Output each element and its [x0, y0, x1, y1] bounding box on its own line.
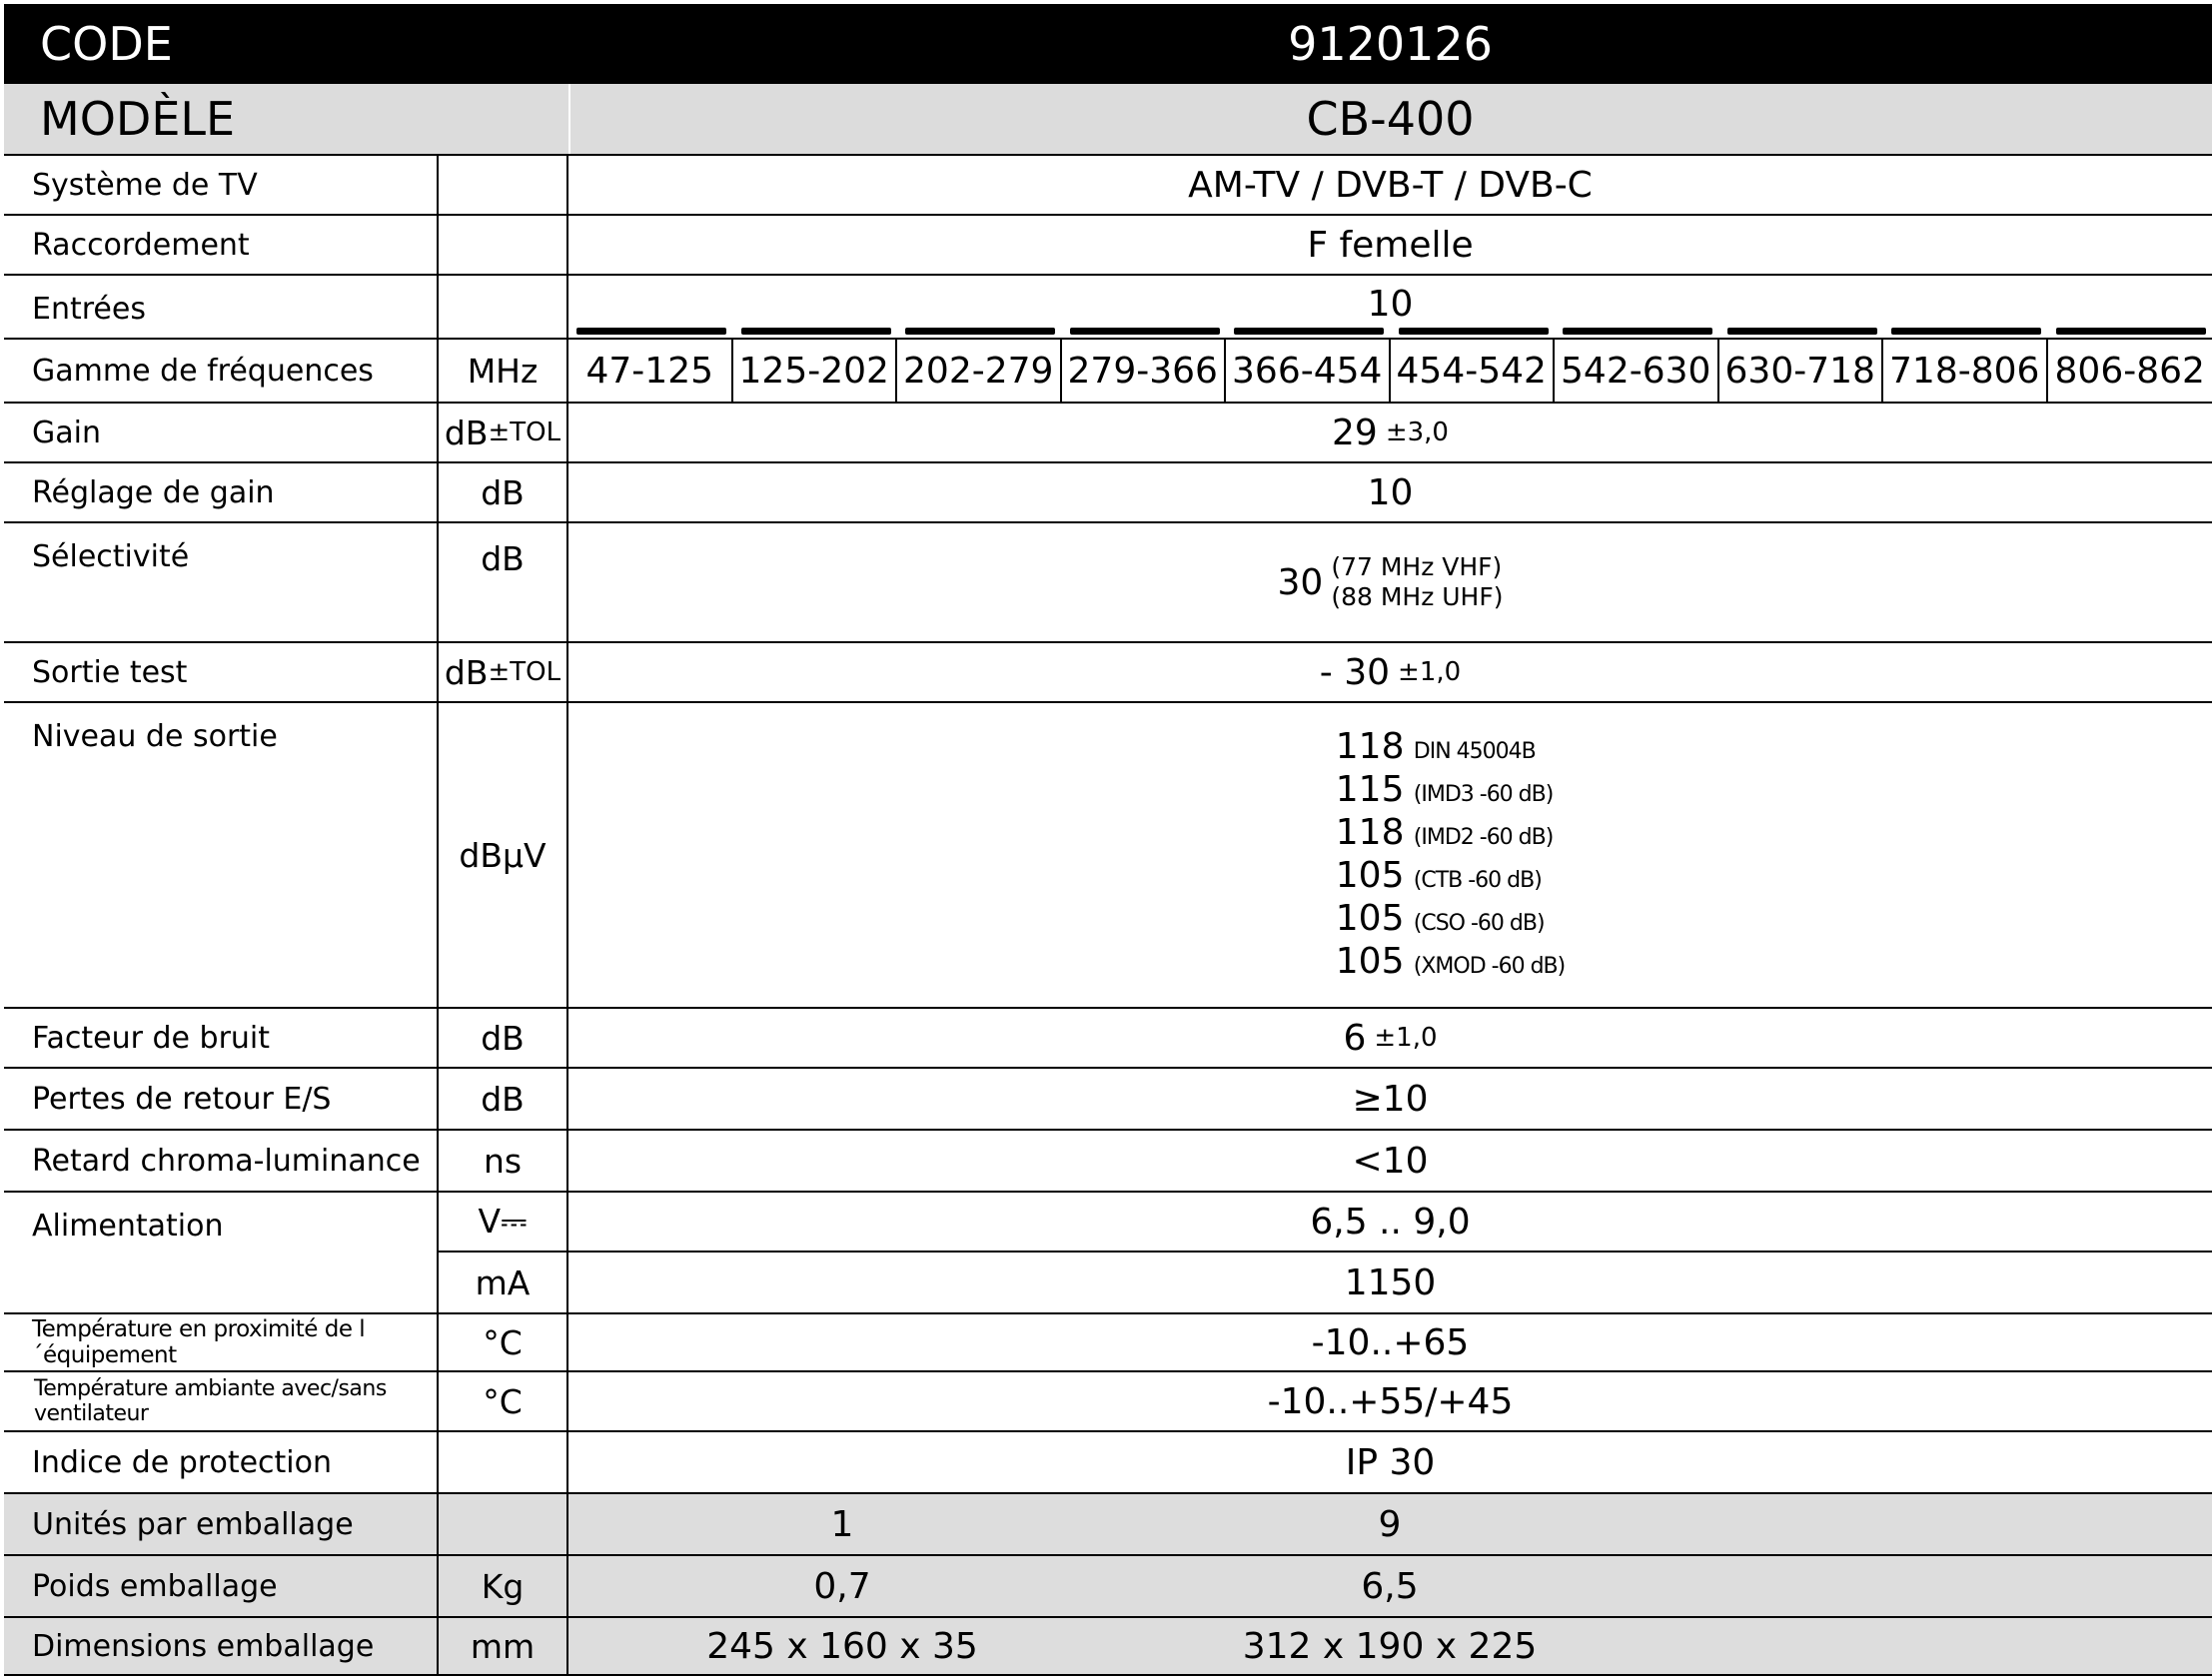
- level-row: [1336, 726, 1536, 769]
- model-header: [4, 84, 2212, 156]
- row-noise-factor: [4, 1009, 2212, 1069]
- unit-suffix: ±TOL: [488, 418, 561, 447]
- unit: dB: [444, 413, 489, 452]
- value-cell: [568, 1009, 2212, 1067]
- freq-band: 202-279: [897, 340, 1062, 402]
- power-voltage-line: [439, 1193, 2212, 1253]
- freq-band: 718-806: [1883, 340, 2048, 402]
- value: <10: [1352, 1140, 1429, 1182]
- unit: °C: [439, 1372, 568, 1430]
- freq-band: 279-366: [1062, 340, 1227, 402]
- freq-band: 806-862: [2054, 350, 2205, 392]
- unit: [439, 1494, 568, 1554]
- label: Unités par emballage: [4, 1494, 439, 1554]
- value-cell: [568, 523, 2212, 641]
- model-value: CB-400: [1306, 92, 1475, 146]
- level-note: (CTB -60 dB): [1413, 868, 1542, 893]
- label: Facteur de bruit: [4, 1009, 439, 1067]
- row-chroma-delay: [4, 1131, 2212, 1193]
- value: AM-TV / DVB-T / DVB-C: [1188, 164, 1593, 206]
- level-row: [1336, 855, 1542, 898]
- level-row: [1336, 812, 1554, 855]
- label: Réglage de gain: [4, 463, 439, 521]
- level-value: 105: [1335, 941, 1405, 982]
- label: Gain: [4, 404, 439, 461]
- value-cell: [568, 703, 2212, 1007]
- freq-band: 366-454: [1226, 340, 1391, 402]
- value: - 30: [1319, 651, 1391, 693]
- row-connection: [4, 216, 2212, 276]
- level-value: 105: [1335, 855, 1405, 896]
- label: Sortie test: [4, 643, 439, 701]
- row-selectivity: [4, 523, 2212, 643]
- row-inputs: [4, 276, 2212, 340]
- label: Sélectivité: [4, 523, 439, 641]
- unit-cell: [439, 404, 568, 461]
- freq-band: 47-125: [568, 340, 733, 402]
- unit: mm: [439, 1618, 568, 1674]
- freq-bands: [568, 340, 2212, 402]
- row-gain: [4, 404, 2212, 463]
- label: Poids emballage: [4, 1556, 439, 1616]
- tolerance: ±1,0: [1398, 657, 1462, 687]
- note-vhf: (77 MHz VHF): [1331, 552, 1503, 581]
- value-multi: 9: [1378, 1503, 1402, 1545]
- freq-band: 630-718: [1719, 340, 1884, 402]
- value: 1150: [1344, 1261, 1437, 1303]
- label: Retard chroma-luminance: [4, 1131, 439, 1191]
- unit: dB: [439, 463, 568, 521]
- value-cell: [568, 404, 2212, 461]
- value: 6,5 .. 9,0: [1310, 1201, 1471, 1243]
- value: ≥10: [1352, 1078, 1429, 1120]
- unit-suffix: ±TOL: [488, 657, 561, 687]
- value: 10: [1367, 284, 1414, 325]
- value-multi: 6,5: [1361, 1565, 1419, 1607]
- level-value: 118: [1335, 812, 1405, 853]
- unit: dB: [439, 523, 568, 641]
- value: 10: [1367, 471, 1414, 513]
- value-single: 245 x 160 x 35: [706, 1625, 978, 1667]
- value: -10..+55/+45: [1267, 1380, 1514, 1422]
- value: -10..+65: [1311, 1321, 1470, 1363]
- freq-band: 125-202: [733, 340, 898, 402]
- code-label: CODE: [40, 17, 173, 71]
- unit-cell: [439, 643, 568, 701]
- label: Alimentation: [4, 1193, 439, 1312]
- level-note: (CSO -60 dB): [1413, 911, 1545, 936]
- label: Indice de protection: [4, 1432, 439, 1492]
- level-note: (IMD2 -60 dB): [1413, 825, 1554, 850]
- unit: dB: [439, 1069, 568, 1129]
- value-multi: 312 x 190 x 225: [1242, 1625, 1538, 1667]
- output-levels: [1336, 726, 1565, 984]
- level-note: DIN 45004B: [1413, 739, 1536, 764]
- input-bar: [1070, 328, 1220, 335]
- unit: [439, 276, 568, 338]
- input-bar: [741, 328, 891, 335]
- value: F femelle: [1307, 224, 1474, 266]
- note-uhf: (88 MHz UHF): [1331, 582, 1504, 611]
- level-row: [1336, 769, 1554, 812]
- unit: [439, 156, 568, 214]
- row-pack-dims: [4, 1618, 2212, 1676]
- input-bar: [1234, 328, 1384, 335]
- input-bar: [905, 328, 1055, 335]
- row-protection: [4, 1432, 2212, 1494]
- row-power: [4, 1193, 2212, 1314]
- row-test-output: [4, 643, 2212, 703]
- level-value: 118: [1335, 726, 1405, 767]
- input-bar: [576, 328, 726, 335]
- unit: dBμV: [439, 703, 568, 1007]
- label: Entrées: [4, 276, 439, 338]
- power-current-line: [439, 1253, 2212, 1312]
- model-label: MODÈLE: [40, 92, 236, 146]
- freq-band: 454-542: [1391, 340, 1556, 402]
- code-value: 9120126: [1288, 17, 1493, 71]
- label: Niveau de sortie: [4, 703, 439, 1007]
- unit: [439, 216, 568, 274]
- label: Température en proximité de l´équipement: [4, 1314, 439, 1370]
- value: 6: [1343, 1017, 1367, 1059]
- unit: dB: [439, 1009, 568, 1067]
- level-row: [1336, 898, 1545, 941]
- input-bar: [2056, 328, 2206, 335]
- spec-sheet: [4, 4, 2208, 1676]
- value-cell: [568, 643, 2212, 701]
- unit: ns: [439, 1131, 568, 1191]
- tolerance: ±3,0: [1385, 418, 1449, 447]
- row-units-pack: [4, 1494, 2212, 1556]
- row-tv-system: [4, 156, 2212, 216]
- value: 29: [1332, 412, 1378, 453]
- unit: MHz: [439, 340, 568, 402]
- input-bar: [1727, 328, 1877, 335]
- selectivity-notes: [1331, 552, 1503, 612]
- unit: Kg: [439, 1556, 568, 1616]
- level-note: (XMOD -60 dB): [1413, 954, 1566, 979]
- unit: dB: [444, 652, 489, 692]
- level-note: (IMD3 -60 dB): [1413, 782, 1554, 807]
- label: Dimensions emballage: [4, 1618, 439, 1674]
- unit: [439, 1432, 568, 1492]
- label: Gamme de fréquences: [4, 340, 439, 402]
- level-row: [1336, 941, 1565, 984]
- row-freq-range: [4, 340, 2212, 404]
- unit: °C: [439, 1314, 568, 1370]
- value: IP 30: [1345, 1441, 1436, 1483]
- label: Température ambiante avec/sans ventilateur: [4, 1372, 439, 1430]
- unit: mA: [439, 1253, 568, 1312]
- label: Raccordement: [4, 216, 439, 274]
- row-output-level: [4, 703, 2212, 1009]
- level-value: 115: [1335, 769, 1405, 810]
- input-bar: [1891, 328, 2041, 335]
- label: Pertes de retour E/S: [4, 1069, 439, 1129]
- level-value: 105: [1335, 898, 1405, 939]
- unit: V⎓: [439, 1193, 568, 1251]
- input-bar: [1563, 328, 1712, 335]
- value: 30: [1277, 561, 1324, 603]
- value-single: 1: [830, 1503, 854, 1545]
- label: Système de TV: [4, 156, 439, 214]
- tolerance: ±1,0: [1374, 1023, 1438, 1053]
- row-pack-weight: [4, 1556, 2212, 1618]
- row-gain-adjust: [4, 463, 2212, 523]
- row-temp-ambient: [4, 1372, 2212, 1432]
- input-bar: [1399, 328, 1549, 335]
- code-header: [4, 4, 2212, 84]
- row-return-loss: [4, 1069, 2212, 1131]
- freq-band: 542-630: [1555, 340, 1719, 402]
- row-temp-near: [4, 1314, 2212, 1372]
- value-single: 0,7: [813, 1565, 871, 1607]
